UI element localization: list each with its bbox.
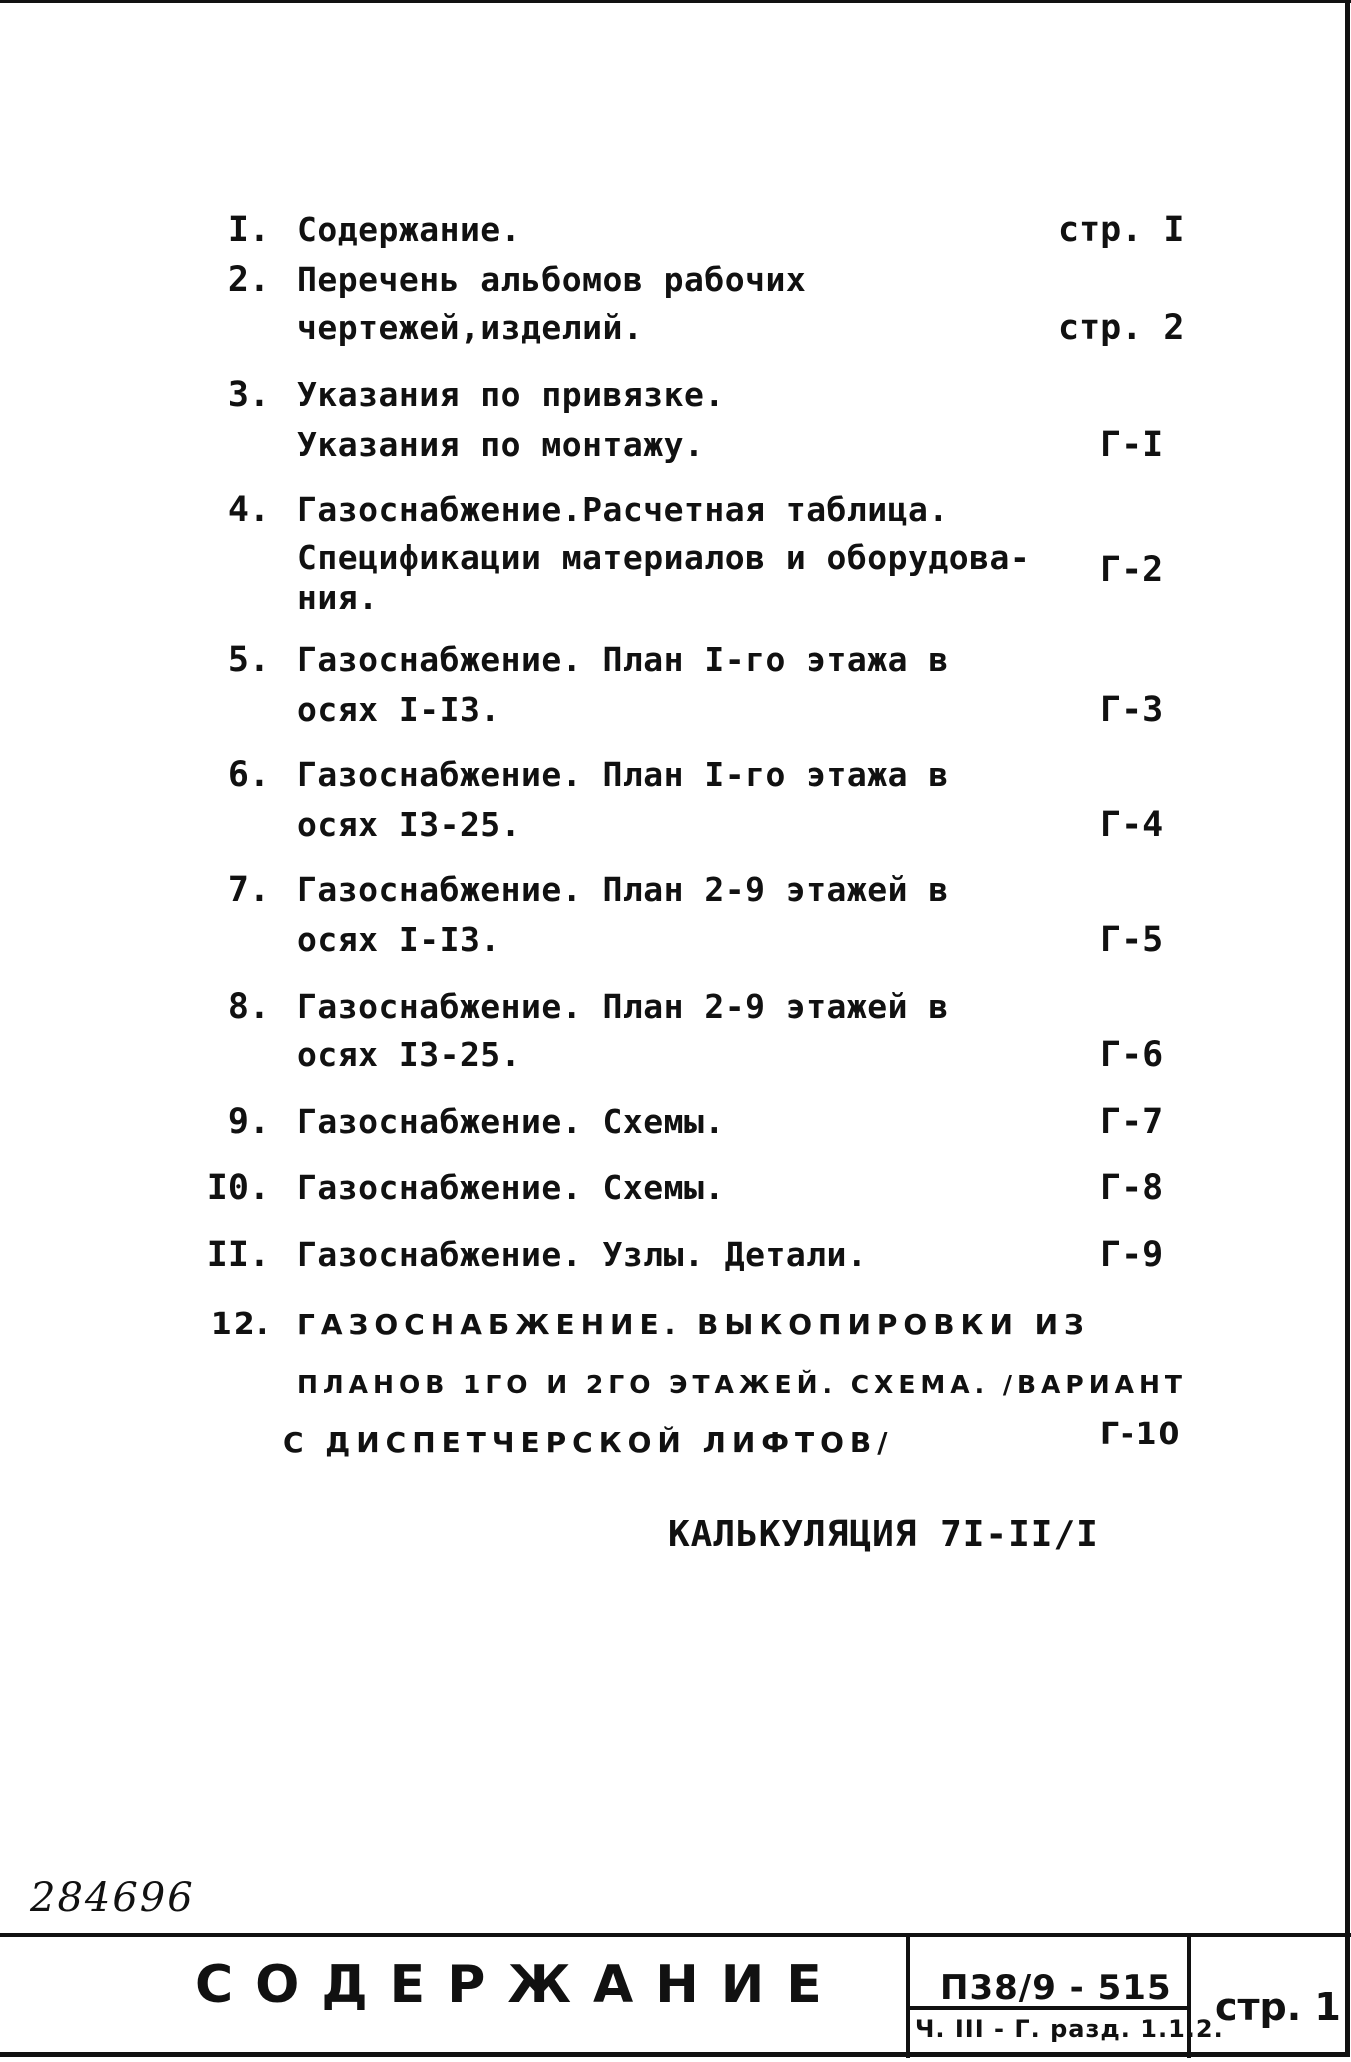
toc-item-number: 8.: [227, 987, 270, 1027]
toc-item-number: 6.: [227, 755, 270, 795]
toc-item-ref: Г-10: [1100, 1417, 1182, 1452]
toc-item-line: Указания по привязке.: [297, 375, 725, 414]
toc-item-line: ГАЗОСНАБЖЕНИЕ. ВЫКОПИРОВКИ ИЗ: [297, 1308, 1090, 1341]
toc-item-line: Спецификации материалов и оборудова-: [297, 538, 1031, 577]
toc-item-line: осях I-I3.: [297, 920, 501, 959]
calculation-reference: КАЛЬКУЛЯЦИЯ 7I-II/I: [668, 1514, 1099, 1555]
toc-item-line: Газоснабжение. План 2-9 этажей в: [297, 987, 949, 1026]
toc-item-line: Содержание.: [297, 210, 522, 249]
toc-item-number: I.: [227, 210, 270, 250]
toc-item-line: Перечень альбомов рабочих: [297, 260, 807, 299]
toc-item-line: Указания по монтажу.: [297, 425, 705, 464]
toc-item-line: чертежей,изделий.: [297, 308, 644, 347]
toc-item-number: 12.: [210, 1307, 270, 1342]
title-block-title: СОДЕРЖАНИЕ: [195, 1955, 844, 2015]
toc-item-line: Газоснабжение. Схемы.: [297, 1102, 725, 1141]
toc-item-ref: стр. 2: [1058, 308, 1185, 348]
toc-item-number: 4.: [227, 490, 270, 530]
archive-number: 284696: [30, 1875, 195, 1921]
toc-item-ref: Г-I: [1100, 425, 1164, 465]
toc-item-line: осях I3-25.: [297, 1035, 522, 1074]
toc-item-ref: Г-7: [1100, 1102, 1164, 1142]
toc-item-line: осях I3-25.: [297, 805, 522, 844]
toc-item-line: Газоснабжение. План I-го этажа в: [297, 640, 949, 679]
toc-item-line: Газоснабжение. Узлы. Детали.: [297, 1235, 868, 1274]
toc-item-number: 5.: [227, 640, 270, 680]
toc-item-line: ПЛАНОВ 1ГО И 2ГО ЭТАЖЕЙ. СХЕМА. /ВАРИАНТ: [297, 1370, 1187, 1399]
toc-item-ref: Г-6: [1100, 1035, 1164, 1075]
toc-item-ref: стр. I: [1058, 210, 1185, 250]
toc-item-line: ния.: [297, 578, 379, 617]
toc-item-ref: Г-4: [1100, 805, 1164, 845]
document-section: Ч. III - Г. разд. 1.1.2.: [915, 2015, 1224, 2043]
toc-item-ref: Г-3: [1100, 690, 1164, 730]
toc-item-ref: Г-9: [1100, 1235, 1164, 1275]
toc-item-line: Газоснабжение. План 2-9 этажей в: [297, 870, 949, 909]
toc-item-line: Газоснабжение.Расчетная таблица.: [297, 490, 949, 529]
toc-item-number: I0.: [206, 1168, 270, 1208]
toc-item-line: Газоснабжение. План I-го этажа в: [297, 755, 949, 794]
toc-item-number: 2.: [227, 260, 270, 300]
toc-item-line: С ДИСПЕТЧЕРСКОЙ ЛИФТОВ/: [283, 1426, 894, 1459]
toc-item-ref: Г-8: [1100, 1168, 1164, 1208]
toc-item-number: 7.: [227, 870, 270, 910]
toc-item-number: II.: [206, 1235, 270, 1275]
toc-item-number: 3.: [227, 375, 270, 415]
toc-item-line: осях I-I3.: [297, 690, 501, 729]
title-block-divider: [906, 1933, 910, 2058]
toc-item-ref: Г-2: [1100, 550, 1164, 590]
toc-item-number: 9.: [227, 1102, 270, 1142]
document-code: П38/9 - 515: [940, 1968, 1172, 2008]
toc-item-ref: Г-5: [1100, 920, 1164, 960]
toc-item-line: Газоснабжение. Схемы.: [297, 1168, 725, 1207]
page-number: стр. 1: [1215, 1985, 1341, 2029]
